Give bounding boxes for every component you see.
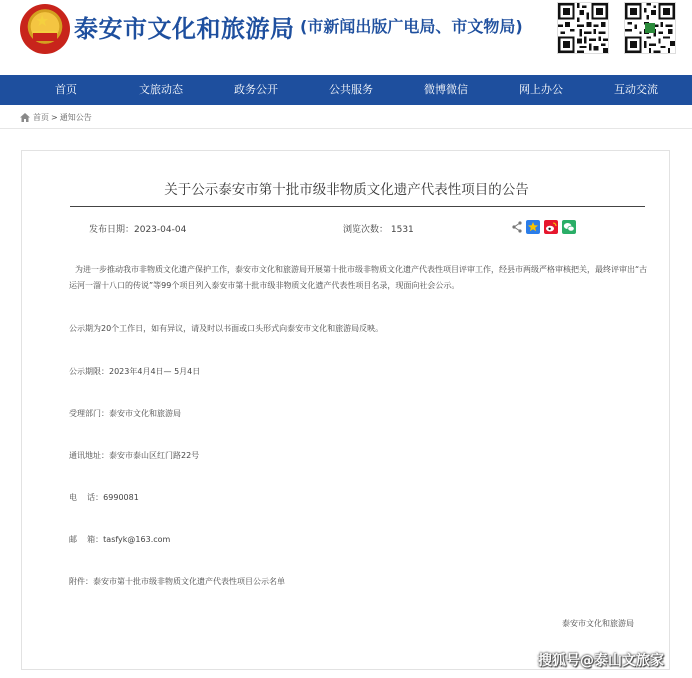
national-emblem-icon: ★	[20, 4, 70, 54]
nav-item-weibo-wechat[interactable]: 微博微信	[424, 83, 468, 96]
article-paragraph-address: 通讯地址：泰安市泰山区红门路22号	[69, 451, 200, 460]
nav-item-interaction[interactable]: 互动交流	[614, 83, 658, 96]
attachment-link[interactable]: 附件：泰安市第十批市级非物质文化遗产代表性项目公示名单	[69, 577, 285, 586]
breadcrumb-current[interactable]: 通知公告	[59, 112, 92, 122]
article-paragraph-department: 受理部门：泰安市文化和旅游局	[69, 409, 181, 418]
qr-code-icon	[557, 2, 609, 54]
home-icon[interactable]	[20, 113, 30, 122]
article-paragraph-phone: 电 话：6990081	[69, 493, 139, 502]
breadcrumb-home-link[interactable]: 首页	[33, 112, 49, 122]
wechat-icon[interactable]	[562, 220, 576, 234]
nav-item-online-office[interactable]: 网上办公	[519, 83, 563, 96]
nav-item-home[interactable]: 首页	[55, 83, 77, 96]
site-header	[0, 0, 692, 75]
article-signature: 泰安市文化和旅游局	[562, 619, 634, 628]
article-paragraph-email[interactable]: 邮 箱：tasfyk@163.com	[69, 535, 171, 544]
breadcrumb-separator: >	[51, 112, 58, 122]
qr-code-icon	[624, 2, 676, 54]
watermark: 搜狐号@泰山文旅家	[538, 653, 664, 669]
nav-item-government-affairs[interactable]: 政务公开	[234, 83, 278, 96]
site-title[interactable]: 泰安市文化和旅游局	[74, 15, 295, 43]
weibo-icon[interactable]	[544, 220, 558, 234]
share-icon[interactable]	[512, 221, 522, 233]
breadcrumb	[20, 109, 92, 125]
article-paragraph-notice-period: 公示期为20个工作日，如有异议，请及时以书面或口头形式向泰安市文化和旅游局反映。	[69, 324, 384, 333]
article-paragraph-deadline: 公示期限：2023年4月4日— 5月4日	[69, 367, 201, 376]
divider	[0, 128, 692, 129]
view-count: 浏览次数： 1531	[343, 225, 414, 235]
qzone-icon[interactable]	[526, 220, 540, 234]
article-title: 关于公示泰安市第十批市级非物质文化遗产代表性项目的公告	[164, 182, 529, 198]
title-divider	[70, 206, 645, 207]
main-nav	[0, 75, 692, 105]
nav-item-news[interactable]: 文旅动态	[139, 83, 183, 96]
article-panel	[21, 150, 670, 670]
share-bar	[512, 220, 580, 234]
nav-item-public-services[interactable]: 公共服务	[329, 83, 373, 96]
site-subtitle: (市新闻出版广电局、市文物局)	[300, 17, 523, 36]
article-paragraph-intro: 为进一步推动我市非物质文化遗产保护工作，泰安市文化和旅游局开展第十批市级非物质文化遗产代表性项目评审工作，经县市两级严格审核把关，最终评审出“古运河一溜十八口的传说”等99个项目列入泰安市第十批市级非物质文化遗产代表性项目名录，现面向社会公示。	[69, 265, 648, 290]
publish-date: 发布日期：2023-04-04	[89, 225, 187, 235]
